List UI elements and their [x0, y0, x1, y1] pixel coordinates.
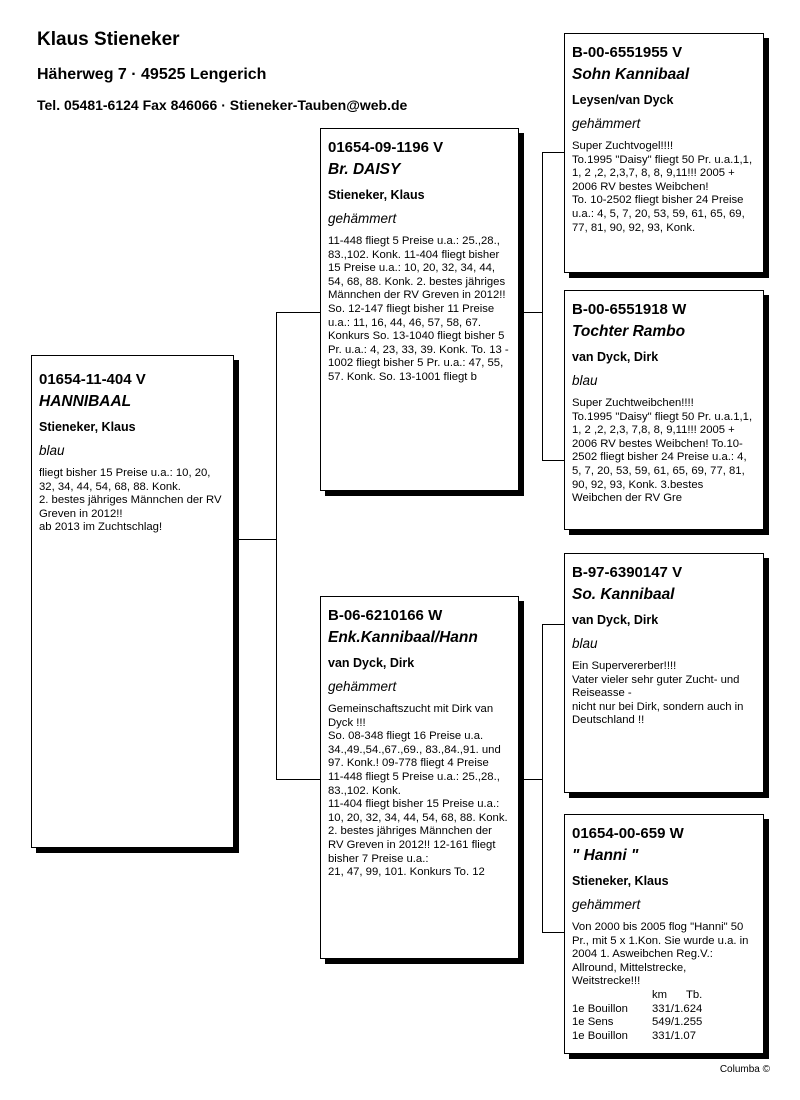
pigeon-description: 11-448 fliegt 5 Preise u.a.: 25.,28., 83.,102. Konk. 11-404 fliegt bisher 15 Preise u.a.: 10, 20, 32, 34, 44, 54, 68, 88. Konk. 2. bestes jähriges Männchen der RV Greven in 2012!! So. 12-147 fliegt bisher 11 Preise u.a.: 11, 16, 44, 46, 57, 58, 67. Konkurs So. 13-1040 fliegt bisher 5 Pr. u.a.: 4, 23, 33, 39. Konk. To. 13 - 1002 fliegt bisher 5 Pr. u.a.: 47, 55, 57. Konk. So. 13-1001 fliegt b	[328, 235, 509, 383]
pigeon-color: gehämmert	[572, 897, 641, 912]
connector-line	[519, 312, 543, 313]
pigeon-color: gehämmert	[328, 211, 397, 226]
connector-line	[519, 779, 543, 780]
connector-line	[542, 152, 564, 153]
pigeon-owner: van Dyck, Dirk	[328, 656, 415, 670]
ring-number: B-06-6210166 W	[328, 607, 443, 624]
pigeon-name: Br. DAISY	[328, 161, 401, 178]
result-value: 331/1.07	[652, 1029, 696, 1042]
pigeon-color: blau	[39, 443, 65, 458]
connector-line	[542, 624, 564, 625]
pigeon-card-father-dam	[564, 290, 764, 530]
pigeon-color: blau	[572, 636, 598, 651]
pigeon-name: So. Kannibaal	[572, 586, 675, 603]
ring-number: B-00-6551955 V	[572, 44, 683, 61]
connector-line	[276, 779, 320, 780]
connector-line	[542, 460, 564, 461]
pigeon-color: blau	[572, 373, 598, 388]
pigeon-card-mother	[320, 596, 519, 959]
result-row	[572, 1030, 755, 1044]
pigeon-description: Von 2000 bis 2005 flog "Hanni" 50 Pr., mit 5 x 1.Kon. Sie wurde u.a. in 2004 1. Asweibchen Reg.V.: Allround, Mittelstrecke, Weitstrecke!!!	[572, 921, 749, 988]
footer-copyright: Columba ©	[719, 1064, 770, 1075]
ring-number: B-97-6390147 V	[572, 564, 683, 581]
connector-line	[542, 624, 543, 933]
result-place: 1e Bouillon	[572, 1029, 628, 1042]
result-row	[572, 1003, 755, 1017]
pigeon-description: Super Zuchtvogel!!!! To.1995 "Daisy" fliegt 50 Pr. u.a.1,1, 1, 2 ,2, 2,3,7, 8, 8, 9,11!!! 2005 + 2006 RV bestes Weibchen! To. 10-2502 fliegt bisher 24 Preise u.a.: 4, 5, 7, 20, 53, 59, 61, 65, 69, 77, 81, 90, 92, 93, Konk.	[572, 140, 753, 234]
connector-line	[234, 539, 277, 540]
result-place: 1e Sens	[572, 1016, 614, 1029]
ring-number: 01654-11-404 V	[39, 371, 146, 388]
pigeon-owner: van Dyck, Dirk	[572, 613, 659, 627]
pigeon-color: gehämmert	[328, 679, 397, 694]
result-place: 1e Bouillon	[572, 1002, 628, 1015]
result-row	[572, 1016, 755, 1030]
ring-number: 01654-00-659 W	[572, 825, 684, 842]
ring-number: 01654-09-1196 V	[328, 139, 444, 156]
breeder-address: Häherweg 7 · 49525 Lengerich	[37, 66, 267, 83]
result-value: 331/1.624	[652, 1002, 703, 1015]
pigeon-description: Ein Supervererber!!!! Vater vieler sehr guter Zucht- und Reiseasse - nicht nur bei Dirk, sondern auch in Deutschland !!	[572, 660, 744, 727]
pigeon-card-mother-sire	[564, 553, 764, 793]
pigeon-owner: van Dyck, Dirk	[572, 350, 659, 364]
pigeon-owner: Leysen/van Dyck	[572, 93, 674, 107]
connector-line	[276, 312, 277, 780]
pigeon-name: Sohn Kannibaal	[572, 66, 690, 83]
km-header: km	[652, 988, 668, 1001]
pigeon-card-father	[320, 128, 519, 491]
pigeon-card-main	[31, 355, 234, 848]
tb-header: Tb.	[686, 988, 703, 1001]
pigeon-description: fliegt bisher 15 Preise u.a.: 10, 20, 32, 34, 44, 54, 68, 88. Konk. 2. bestes jähriges Männchen der RV Greven in 2012!! ab 2013 im Zuchtschlag!	[39, 467, 222, 534]
connector-line	[542, 152, 543, 461]
ring-number: B-00-6551918 W	[572, 301, 687, 318]
pigeon-card-mother-dam	[564, 814, 764, 1054]
race-results	[572, 989, 755, 1043]
pigeon-name: Enk.Kannibaal/Hann	[328, 629, 478, 646]
pigeon-name: HANNIBAAL	[39, 393, 132, 410]
breeder-contact: Tel. 05481-6124 Fax 846066 · Stieneker-Tauben@web.de	[37, 97, 408, 113]
pigeon-color: gehämmert	[572, 116, 641, 131]
pigeon-description: Super Zuchtweibchen!!!! To.1995 "Daisy" fliegt 50 Pr. u.a.1,1, 1, 2 ,2, 2,3, 7,8, 8, 9,11!!! 2005 + 2006 RV bestes Weibchen! To.10-2502 fliegt bisher 24 Preise u.a.: 4, 5, 7, 20, 53, 59, 61, 65, 69, 77, 81, 90, 92, 93, Konk. 3.bestes Weibchen der RV Gre	[572, 397, 753, 505]
breeder-name: Klaus Stieneker	[37, 29, 180, 50]
connector-line	[542, 932, 564, 933]
connector-line	[276, 312, 320, 313]
pigeon-name: " Hanni "	[572, 847, 639, 864]
results-header	[572, 989, 755, 1003]
pigeon-owner: Stieneker, Klaus	[39, 420, 136, 434]
pigeon-owner: Stieneker, Klaus	[572, 874, 669, 888]
pigeon-card-father-sire	[564, 33, 764, 273]
pigeon-name: Tochter Rambo	[572, 323, 686, 340]
pigeon-owner: Stieneker, Klaus	[328, 188, 425, 202]
pigeon-description: Gemeinschaftszucht mit Dirk van Dyck !!! So. 08-348 fliegt 16 Preise u.a. 34.,49.,54.,67.,69., 83.,84.,91. und 97. Konk.! 09-778 fliegt 4 Preise 11-448 fliegt 5 Preise u.a.: 25.,28., 83.,102. Konk. 11-404 fliegt bisher 15 Preise u.a.: 10, 20, 32, 34, 44, 54, 68, 88. Konk. 2. bestes jähriges Männchen der RV Greven in 2012!! 12-161 fliegt bisher 7 Preise u.a.: 21, 47, 99, 101. Konkurs To. 12	[328, 703, 508, 879]
result-value: 549/1.255	[652, 1016, 703, 1029]
